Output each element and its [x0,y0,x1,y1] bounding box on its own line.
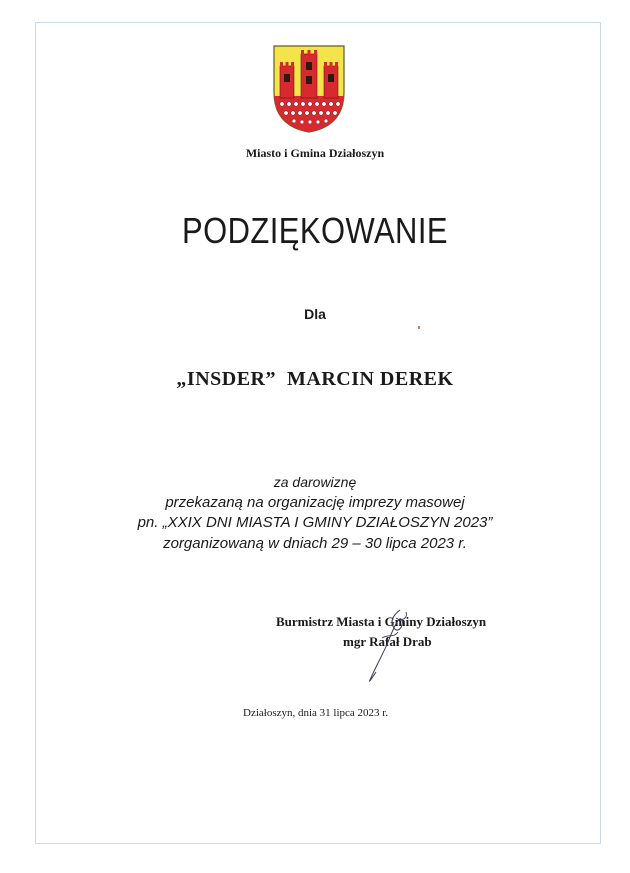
issuer-name: Miasto i Gmina Działoszyn [245,146,385,160]
reason-line: przekazaną na organizację imprezy masowej [165,493,465,511]
signatory-name: mgr Rafał Drab [343,634,432,649]
reason-line: za darowiznę [273,474,357,490]
reason-line: pn. „XXIX DNI MIASTA I GMINY DZIAŁOSZYN 2023” [137,514,493,531]
document-title: PODZIĘKOWANIE [182,210,448,251]
signatory-role: Burmistrz Miasta i Gminy Działoszyn [276,614,487,629]
reason-text [0,472,630,554]
recipient-name: „INSDER” MARCIN DEREK [176,368,454,390]
coat-of-arms-icon [272,44,346,134]
handwritten-signature [352,608,422,688]
reason-line: zorganizowaną w dniach 29 – 30 lipca 2023 r. [163,534,467,552]
stray-mark [418,326,420,329]
place-and-date: Działoszyn, dnia 31 lipca 2023 r. [243,707,389,719]
for-label: Dla [304,306,326,322]
